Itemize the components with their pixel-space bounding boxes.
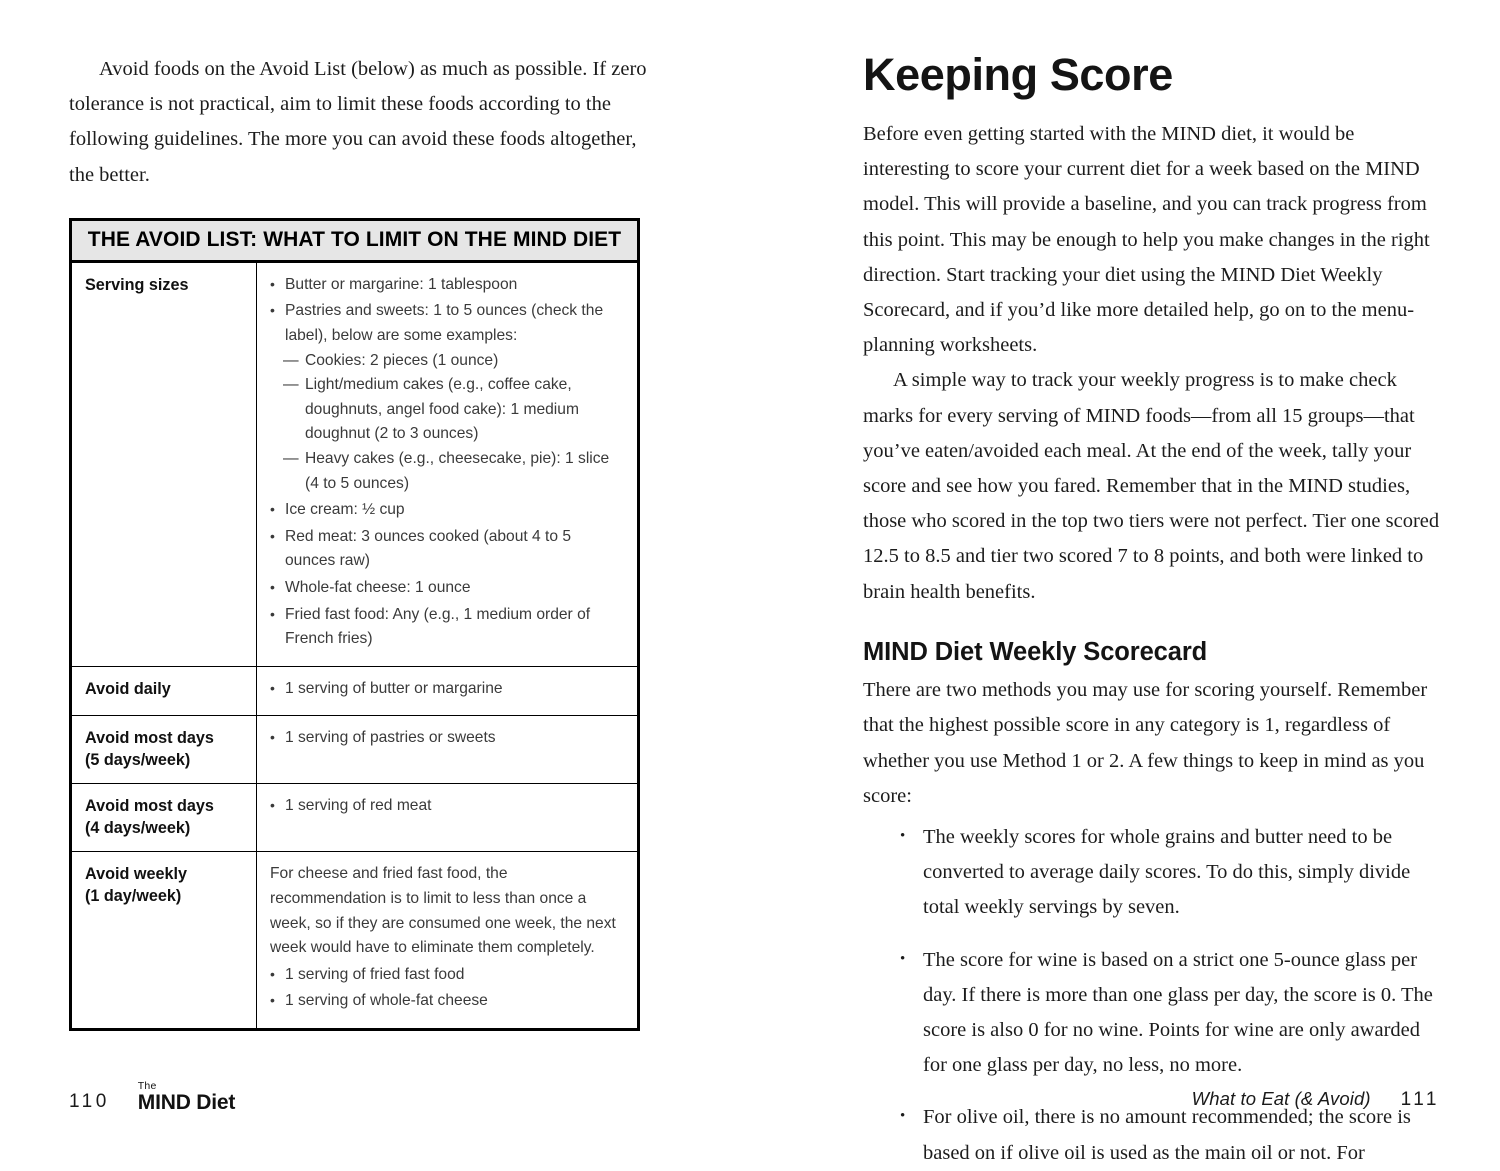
page-title: Keeping Score: [863, 49, 1173, 100]
list-item-text: 1 serving of whole-fat cheese: [285, 992, 488, 1010]
row-label-line1: Avoid weekly: [85, 865, 187, 884]
avoid-list-table-title: THE AVOID LIST: WHAT TO LIMIT ON THE MIND DIET: [69, 218, 640, 263]
list-item: [270, 576, 625, 601]
table-row: [71, 852, 639, 1030]
list-item: [270, 603, 625, 652]
list-item-text: Butter or margarine: 1 tablespoon: [285, 275, 518, 293]
list-item-text: Red meat: 3 ounces cooked (about 4 to 5 ounces raw): [285, 527, 572, 570]
row-content-cell: [257, 716, 639, 784]
page-number: 111: [1400, 1089, 1440, 1110]
list-item-text: 1 serving of red meat: [285, 797, 432, 815]
bullet-list: [270, 963, 625, 1014]
list-item-text: 1 serving of pastries or sweets: [285, 729, 496, 747]
row-label: Serving sizes: [85, 275, 189, 294]
sub-bullet-list: [285, 349, 625, 497]
brand-name: MIND Diet: [137, 1091, 236, 1114]
sub-list-item: — Light/medium cakes (e.g., coffee cake, doughnuts, angel food cake): 1 medium doughnut (2 to 3 ounces): [285, 373, 625, 447]
list-item: [270, 989, 625, 1014]
row-label: Avoid daily: [85, 679, 171, 698]
table-row: [71, 716, 639, 784]
list-item: • The score for wine is based on a strict one 5-ounce glass per day. If there is more than one glass per day, the score is 0. The score is also 0 for no wine. Points for wine are only awarded for one glass per day, no less, no more.: [898, 943, 1440, 1084]
bullet-list: [270, 677, 625, 702]
row-label-cell: [71, 666, 257, 716]
row-label-cell: [71, 263, 257, 666]
sub-list-item: — Cookies: 2 pieces (1 ounce): [285, 349, 625, 374]
paragraph-2: A simple way to track your weekly progress is to make check marks for every serving of MIND foods—from all 15 groups—that you’ve eaten/avoided each meal. At the end of the week, tally your score and see how you fared. Remember that in the MIND studies, those who scored in the top two tiers were not perfect. Tier one scored 12.5 to 8.5 and tier two scored 7 to 8 points, and both were linked to brain health benefits.: [863, 369, 1440, 603]
list-item-text: Pastries and sweets: 1 to 5 ounces (check the label), below are some examples:: [285, 302, 604, 344]
list-item-text: Fried fast food: Any (e.g., 1 medium order of French fries): [285, 605, 591, 648]
running-head: What to Eat (& Avoid): [1191, 1088, 1371, 1109]
list-item: [270, 498, 625, 523]
table-row: [71, 666, 639, 716]
list-item: [270, 963, 625, 988]
bullet-list: [270, 273, 625, 652]
avoid-list-table: [69, 218, 640, 1031]
scoring-notes-list: [863, 820, 1440, 1171]
list-item: [270, 299, 625, 496]
row-content-cell: [257, 784, 639, 852]
list-item: [270, 677, 625, 702]
row-content-cell: [257, 666, 639, 716]
paragraph-1: Before even getting started with the MIND diet, it would be interesting to score your current diet for a week based on the MIND model. This will provide a baseline, and you can track progress from this point. This may be enough to help you make changes in the right direction. Start tracking your diet using the MIND Diet Weekly Scorecard, and if you’d like more detailed help, go on to the menu-planning worksheets.: [863, 123, 1430, 357]
avoid-list-grid: [69, 263, 640, 1031]
row-label-line1: Avoid most days: [85, 729, 214, 748]
cell-note: For cheese and fried fast food, the recommendation is to limit to less than once a week, so if they are consumed one week, the next week would have to eliminate them completely.: [270, 865, 616, 957]
list-item: [270, 273, 625, 298]
row-label-line1: Avoid most days: [85, 797, 214, 816]
row-label-line2: (1 day/week): [85, 887, 182, 906]
right-page-footer: [1192, 1088, 1440, 1111]
list-item: • The weekly scores for whole grains and butter need to be converted to average daily scores. To do this, simply divide total weekly servings by seven.: [898, 820, 1440, 926]
section-heading: MIND Diet Weekly Scorecard: [863, 637, 1208, 666]
list-item: [270, 525, 625, 574]
row-content-cell: [257, 263, 639, 666]
row-label-line2: (4 days/week): [85, 819, 191, 838]
bullet-list: [270, 794, 625, 819]
right-page: [750, 0, 1500, 1164]
left-page-footer: [69, 1081, 235, 1114]
list-item: • For olive oil, there is no amount recommended; the score is based on if olive oil is used as the main oil or not. For: [898, 1100, 1440, 1170]
list-item: [270, 794, 625, 819]
list-item-text: Ice cream: ½ cup: [285, 501, 405, 519]
table-row: [71, 263, 639, 666]
row-label-line2: (5 days/week): [85, 751, 191, 770]
list-item: [270, 726, 625, 751]
page-number: 110: [69, 1091, 110, 1112]
table-row: [71, 784, 639, 852]
list-item-text: 1 serving of butter or margarine: [285, 679, 503, 697]
list-item-text: 1 serving of fried fast food: [285, 965, 465, 983]
intro-paragraph: Avoid foods on the Avoid List (below) as much as possible. If zero tolerance is not practical, aim to limit these foods according to the following guidelines. The more you can avoid these foods altogether, the better.: [69, 58, 647, 186]
paragraph-3: There are two methods you may use for scoring yourself. Remember that the highest possible score in any category is 1, regardless of whether you use Method 1 or 2. A few things to keep in mind as you score:: [863, 679, 1428, 807]
book-brand: [138, 1081, 235, 1114]
sub-list-item: — Heavy cakes (e.g., cheesecake, pie): 1 slice (4 to 5 ounces): [285, 447, 625, 496]
brand-article: The: [137, 1079, 157, 1092]
row-content-cell: [257, 852, 639, 1030]
row-label-cell: [71, 852, 257, 1030]
row-label-cell: [71, 716, 257, 784]
left-page: [0, 0, 750, 1159]
bullet-list: [270, 726, 625, 751]
row-label-cell: [71, 784, 257, 852]
list-item-text: Whole-fat cheese: 1 ounce: [285, 578, 471, 596]
